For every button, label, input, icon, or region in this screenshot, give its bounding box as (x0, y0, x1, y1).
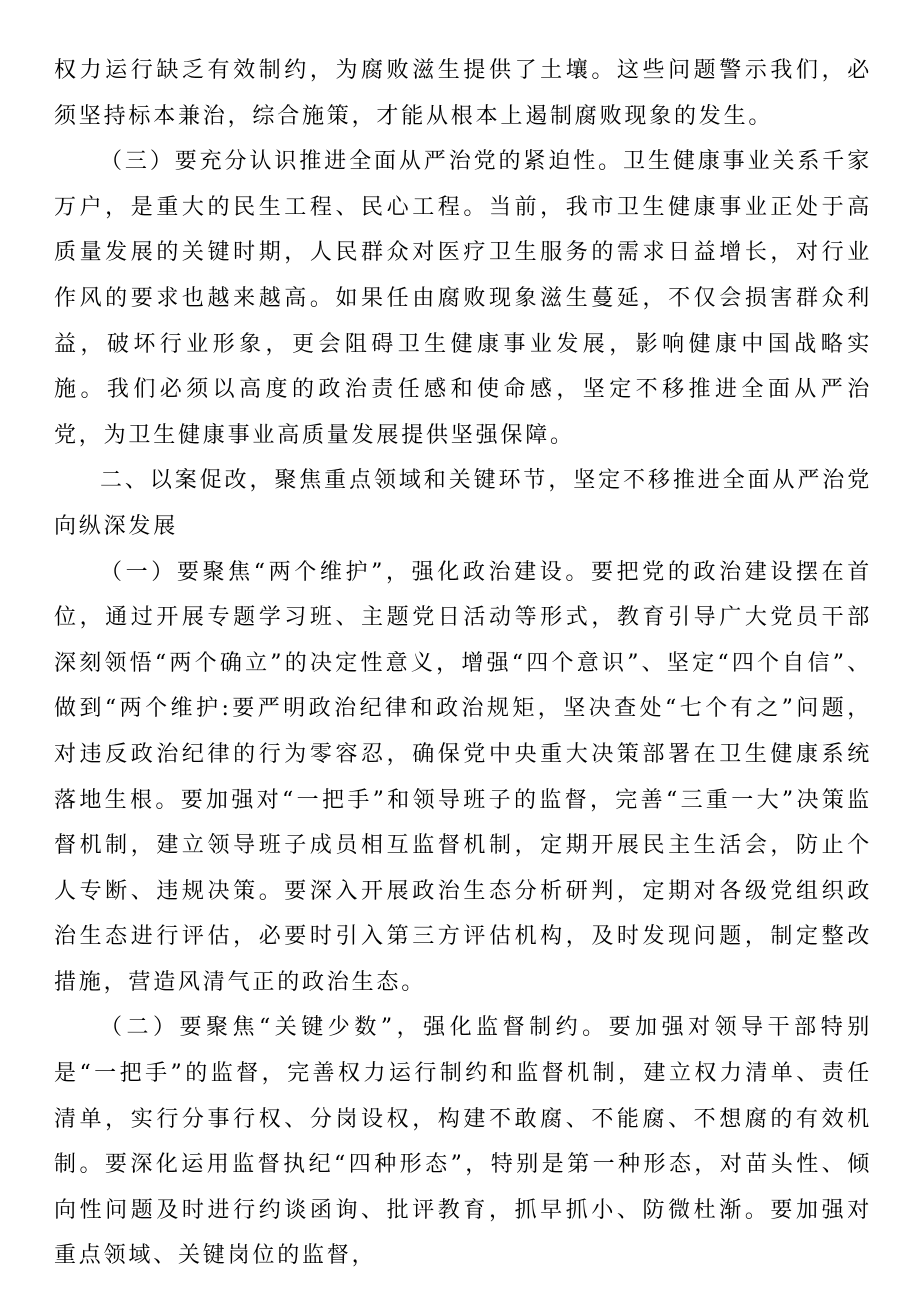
paragraph-section-1-3: （三）要充分认识推进全面从严治党的紧迫性。卫生健康事业关系千家万户，是重大的民生工程、民心工程。当前，我市卫生健康事业正处于高质量发展的关键时期，人民群众对医疗卫生服务的需求日益增长，对行业作风的要求也越来越高。如果任由腐败现象滋生蔓延，不仅会损害群众利益，破坏行业形象，更会阻碍卫生健康事业发展，影响健康中国战略实施。我们必须以高度的政治责任感和使命感，坚定不移推进全面从严治党，为卫生健康事业高质量发展提供坚强保障。 (54, 149, 872, 448)
document-body (54, 48, 872, 1279)
paragraph-intro-continuation: 权力运行缺乏有效制约，为腐败滋生提供了土壤。这些问题警示我们，必须坚持标本兼治，综合施策，才能从根本上遏制腐败现象的发生。 (54, 58, 872, 129)
paragraph-section-2-1: （一）要聚焦“两个维护”，强化政治建设。要把党的政治建设摆在首位，通过开展专题学习班、主题党日活动等形式，教育引导广大党员干部深刻领悟“两个确立”的决定性意义，增强“四个意识”、坚定“四个自信”、做到“两个维护:要严明政治纪律和政治规矩，坚决查处“七个有之”问题，对违反政治纪律的行为零容忍，确保党中央重大决策部署在卫生健康系统落地生根。要加强对“一把手”和领导班子的监督，完善“三重一大”决策监督机制，建立领导班子成员相互监督机制，定期开展民主生活会，防止个人专断、违规决策。要深入开展政治生态分析研判，定期对各级党组织政治生态进行评估，必要时引入第三方评估机构，及时发现问题，制定整改措施，营造风清气正的政治生态。 (54, 559, 872, 995)
paragraph-section-2-2: （二）要聚焦“关键少数”，强化监督制约。要加强对领导干部特别是“一把手”的监督，完善权力运行制约和监督机制，建立权力清单、责任清单，实行分事行权、分岗设权，构建不敢腐、不能腐、不想腐的有效机制。要深化运用监督执纪“四种形态”，特别是第一种形态，对苗头性、倾向性问题及时进行约谈函询、批评教育，抓早抓小、防微杜渐。要加强对重点领域、关键岗位的监督， (54, 1015, 872, 1269)
section-heading-2: 二、以案促改，聚焦重点领域和关键环节，坚定不移推进全面从严治党向纵深发展 (54, 468, 872, 539)
